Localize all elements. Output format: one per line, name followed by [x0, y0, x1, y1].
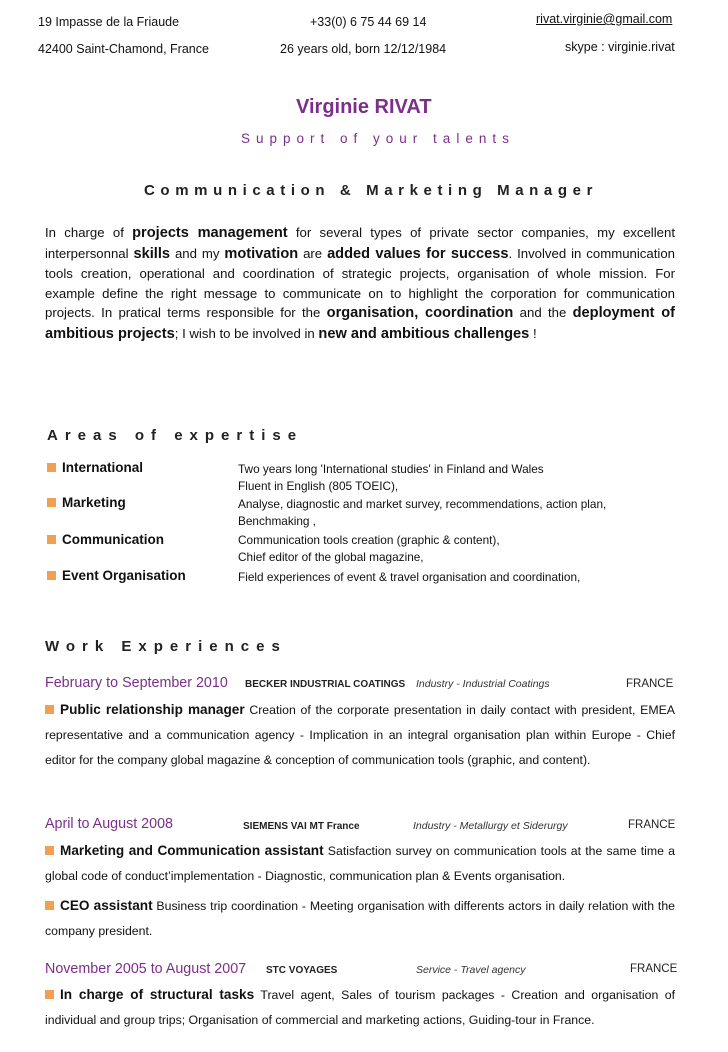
skype-id: skype : virginie.rivat — [565, 40, 675, 54]
job-date: November 2005 to August 2007 — [45, 961, 247, 977]
square-bullet-icon — [45, 846, 54, 855]
square-bullet-icon — [47, 463, 56, 472]
job-country: FRANCE — [628, 819, 676, 831]
expertise-item-marketing: Marketing — [47, 495, 126, 510]
expertise-desc-marketing: Analyse, diagnostic and market survey, recommendations, action plan, Benchmaking , — [238, 497, 607, 528]
job-country: FRANCE — [630, 963, 678, 975]
job-industry: Industry - Metallurgy et Siderurgy — [413, 820, 568, 832]
summary-paragraph: In charge of projects management for several types of private sector companies, my excellent interpersonnal skills and my motivation are added values for success. Involved in communication tools creation, operational and coordination of strategic projects, organisation of whole mission. For example define the right message to communicate on to highlight the corporation for communication projects. In pratical terms responsible for the organisation, coordination and the deployment of ambitious projects; I wish to be involved in new and ambitious challenges ! — [45, 225, 675, 342]
candidate-name: Virginie RIVAT — [296, 96, 432, 118]
expertise-desc-communication: Communication tools creation (graphic & content), Chief editor of the global magazine, — [238, 533, 500, 564]
job-date: February to September 2010 — [45, 675, 228, 691]
job-country: FRANCE — [626, 678, 674, 690]
job-role-description: In charge of structural tasks Travel agent, Sales of tourism packages - Creation and organisation of individual and group trips; Organisation of commercial and marketing actions, Guiding-tour in France. — [45, 987, 676, 1027]
work-section-title: Work Experiences — [45, 638, 287, 655]
square-bullet-icon — [45, 901, 54, 910]
job-role-description: Public relationship manager Creation of the corporate presentation in daily contact with president, EMEA representative and a communication agency - Implication in an integral organisation plan within Europe - Chief editor for the company global magazine & conception of communication tools (graphic, and content). — [45, 702, 675, 767]
expertise-section-title: Areas of expertise — [47, 427, 304, 444]
expertise-desc-event-organisation: Field experiences of event & travel organisation and coordination, — [238, 570, 581, 584]
phone-number: +33(0) 6 75 44 69 14 — [310, 15, 427, 29]
job-company: BECKER INDUSTRIAL COATINGS — [245, 679, 406, 690]
tagline: Support of your talents — [241, 131, 515, 146]
square-bullet-icon — [45, 705, 54, 714]
square-bullet-icon — [45, 990, 54, 999]
address-line-2: 42400 Saint-Chamond, France — [38, 42, 209, 56]
address-line-1: 19 Impasse de la Friaude — [38, 15, 180, 29]
job-company: SIEMENS VAI MT France — [243, 821, 360, 832]
job-role-description: CEO assistant Business trip coordination - Meeting organisation with differents actors in daily relation with the company president. — [45, 898, 675, 938]
square-bullet-icon — [47, 535, 56, 544]
job-title: Communication & Marketing Manager — [144, 182, 599, 199]
square-bullet-icon — [47, 571, 56, 580]
job-company: STC VOYAGES — [266, 965, 338, 976]
expertise-item-event-organisation: Event Organisation — [47, 568, 186, 583]
square-bullet-icon — [47, 498, 56, 507]
email-link[interactable]: rivat.virginie@gmail.com — [536, 12, 673, 26]
job-role-description: Marketing and Communication assistant Satisfaction survey on communication tools at the same time a global code of conduct’implementation - Diagnostic, communication plan & Events organisation. — [45, 843, 675, 883]
job-industry: Service - Travel agency — [416, 964, 526, 976]
expertise-item-international: International — [47, 460, 143, 475]
age-birthdate: 26 years old, born 12/12/1984 — [280, 42, 447, 56]
job-date: April to August 2008 — [45, 816, 173, 832]
expertise-desc-international: Two years long 'International studies' in Finland and Wales Fluent in English (805 TOEIC), — [238, 462, 544, 493]
expertise-item-communication: Communication — [47, 532, 164, 547]
job-industry: Industry - Industrial Coatings — [416, 678, 550, 690]
